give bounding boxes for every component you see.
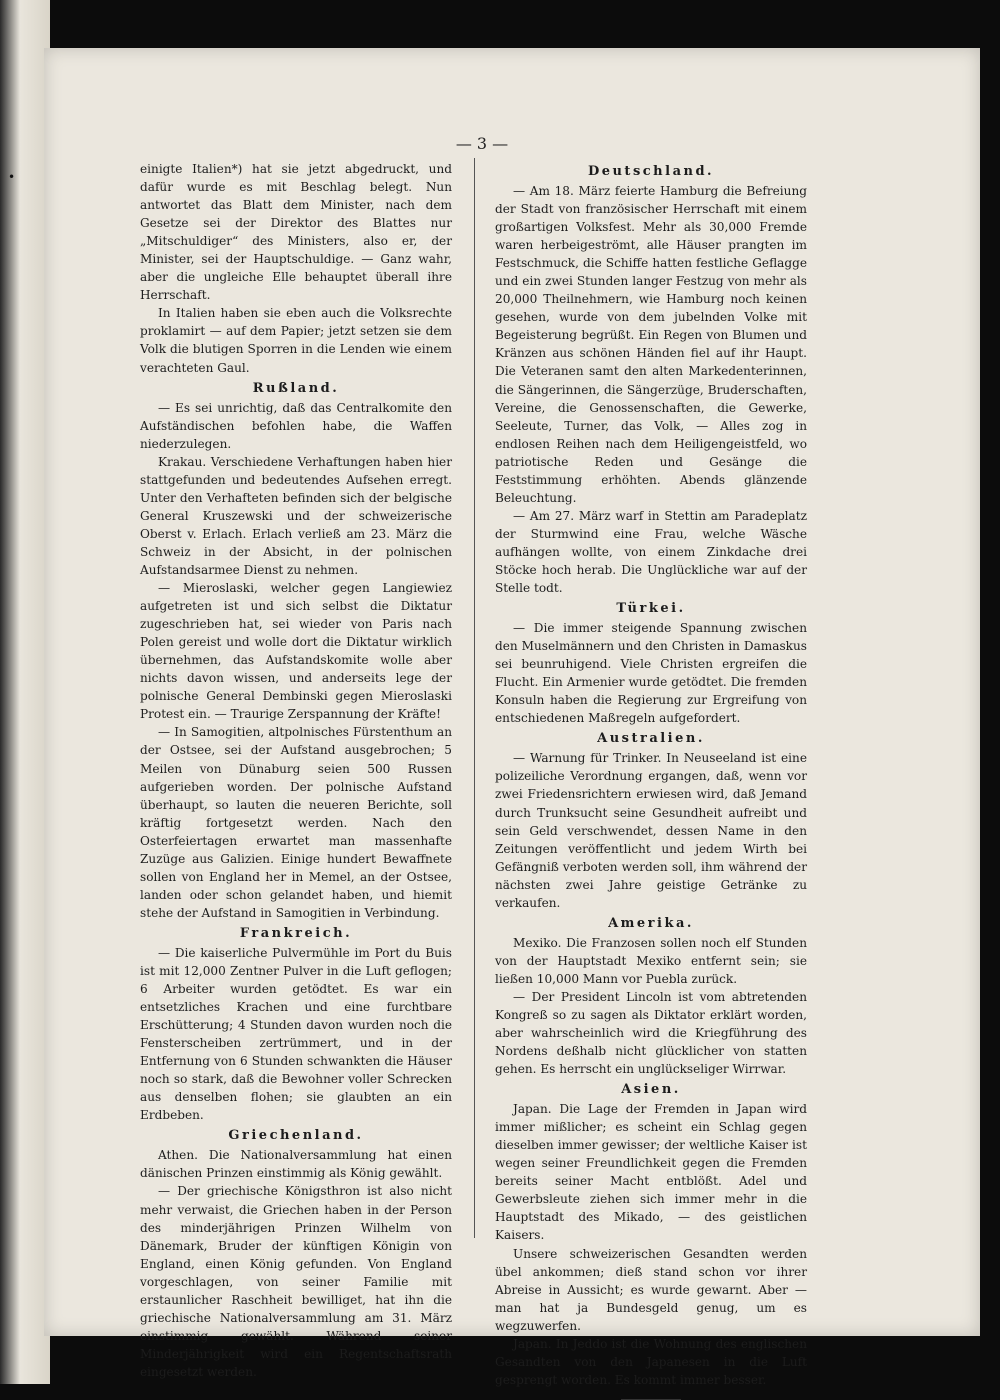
article-paragraph: — Warnung für Trinker. In Neuseeland ist eine polizeiliche Verordnung ergangen, daß, wenn vor zwei Friedensrichtern erwiesen wird, daß Jemand durch Trunksucht seine Gesundheit aufreibt und sein Geld verschwendet, dessen Name in den Zeitungen veröffentlicht und jedem Wirth bei Gefängniß verboten werden soll, ihm während der nächsten zwei Jahre geistige Getränke zu verkaufen. [495, 751, 807, 910]
article-paragraph: — Am 18. März feierte Hamburg die Befreiung der Stadt von französischer Herrschaft mit einem großartigen Volksfest. Mehr als 30,000 Fremde waren herbeigeströmt, alle Häuser prangten im Festschmuck, die Schiffe hatten festliche Geflagge und ein zwei Stunden langer Festzug von mehr als 20,000 Theilnehmern, wie Hamburg noch keinen gesehen, wurde von dem jubelnden Volke mit Begeisterung begrüßt. Ein Regen von Blumen und Kränzen aus schönen Händen fiel auf ihr Haupt. Die Veteranen samt den alten Markedenterinnen, die Sängerinnen, die Sängerzüge, Bruderschaften, Vereine, die Genossenschaften, die Gewerke, Seeleute, Turner, das Volk, — Alles zog in endlosen Reihen nach dem Heiligengeistfeld, wo patriotische Reden und Gesänge die Feststimmung erhöhten. Abends glänzende Beleuchtung. [495, 184, 807, 505]
section-heading: Rußland. [252, 380, 340, 396]
section-heading: Australien. [597, 731, 705, 747]
section-heading: Türkei. [616, 601, 686, 617]
section-heading: Deutschland. [587, 164, 715, 179]
article-paragraph: — In Samogitien, altpolnisches Fürstenthum an der Ostsee, sei der Aufstand ausgebrochen; 5 Meilen von Dünaburg seien 500 Russen aufgerieben worden. Der polnische Aufstand überhaupt, so lauten die neueren Berichte, soll kräftig fortgesetzt werden. Nach den Osterfeiertagen erwartet man massenhafte Zuzüge aus Galizien. Einige hundert Bewaffnete sollen von England her in Memel, an der Ostsee, landen oder schon gelandet haben, und hiemit stehe der Aufstand in Samogitien in Verbindung. [140, 725, 452, 920]
section-heading: Griechenland. [228, 1128, 364, 1144]
article-paragraph: — Mieroslaski, welcher gegen Langiewiez aufgetreten ist und sich selbst die Diktatur zugeschrieben hat, sei wieder von Paris nach Polen gereist und wolle dort die Diktatur wirklich übernehmen, das Aufstandskomite wolle aber nichts davon wissen, und anderseits lege der polnische General Dembinski gegen Mieroslaski Protest ein. — Traurige Zerspannung der Kräfte! [140, 581, 452, 722]
section-heading: Frankreich. [239, 925, 353, 941]
right-column [495, 160, 807, 1400]
article-paragraph: — Der griechische Königsthron ist also nicht mehr verwaist, die Griechen haben in der Person des minderjährigen Prinzen Wilhelm von Dänemark, Bruder der künftigen Königin von England, einen König gefunden. Von England vorgeschlagen, von seiner Familie mit erstaunlicher Raschheit bewilliget, hat ihn die griechische Nationalversammlung am 31. März einstimmig gewählt. Während seiner Minderjährigkeit wird ein Regentschaftsrath eingesetzt werden. [140, 1184, 452, 1379]
article-paragraph: einigte Italien*) hat sie jetzt abgedruckt, und dafür wurde es mit Beschlag belegt. Nun antwortet das Blatt dem Minister, nach dem Gesetze sei der Direktor des Blattes nur „Mitschuldiger“ des Ministers, also er, der Minister, sei der Hauptschuldige. — Ganz wahr, aber die ungleiche Elle behauptet überall ihre Herrschaft. [140, 162, 452, 303]
article-paragraph: Japan. Die Lage der Fremden in Japan wird immer mißlicher; es scheint ein Schlag gegen dieselben immer gewisser; der weltliche Kaiser ist wegen seiner Freundlichkeit gegen die Fremden bereits seiner Macht entblößt. Adel und Gewerbsleute ziehen sich immer mehr in die Hauptstadt des Mikado, — des geistlichen Kaisers. [495, 1102, 807, 1243]
article-paragraph: — Es sei unrichtig, daß das Centralkomite den Aufständischen befohlen habe, die Waffen niederzulegen. [140, 400, 452, 451]
article-paragraph: Japan. In Jeddo ist die Wohnung des englischen Gesandten von den Japanesen in die Luft gesprengt worden. Es kommt immer besser. [495, 1336, 807, 1387]
margin-mark: • [8, 170, 16, 184]
article-paragraph: — Der President Lincoln ist vom abtretenden Kongreß so zu sagen als Diktator erklärt worden, aber wahrscheinlich wird die Kriegführung des Nordens deßhalb nicht glücklicher von statten gehen. Es herrscht ein unglückseliger Wirrwar. [495, 989, 807, 1077]
article-paragraph: Krakau. Verschiedene Verhaftungen haben hier stattgefunden und bedeutendes Aufsehen erregt. Unter den Verhafteten befinden sich der belgische General Kruszewski und der schweizerische Oberst v. Erlach. Erlach verließ am 23. März die Schweiz in der Absicht, in der polnischen Aufstandsarmee Dienst zu nehmen. [140, 454, 452, 577]
article-paragraph: Athen. Die Nationalversammlung hat einen dänischen Prinzen einstimmig als König gewählt. [140, 1148, 452, 1181]
previous-page-edge [0, 0, 50, 1384]
article-paragraph: In Italien haben sie eben auch die Volksrechte proklamirt — auf dem Papier; jetzt setzen sie dem Volk die blutigen Sporren in die Lenden wie einem verachteten Gaul. [140, 306, 452, 375]
section-heading: Amerika. [608, 915, 694, 931]
article-paragraph: Mexiko. Die Franzosen sollen noch elf Stunden von der Hauptstadt Mexiko entfernt sein; sie ließen 10,000 Mann vor Puebla zurück. [495, 935, 807, 986]
article-paragraph: — Die kaiserliche Pulvermühle im Port du Buis ist mit 12,000 Zentner Pulver in die Luft geflogen; 6 Arbeiter wurden getödtet. Es war ein entsetzliches Krachen und eine furchtbare Erschütterung; 4 Stunden davon wurden noch die Fensterscheiben zertrümmert, und in der Entfernung von 6 Stunden schwankten die Häuser noch so stark, daß die Bewohner voller Schrecken aus denselben flohen; sie glaubten an ein Erdbeben. [140, 945, 452, 1123]
article-paragraph: Unsere schweizerischen Gesandten werden übel ankommen; dieß stand schon vor ihrer Abreise in Aussicht; es wurde gewarnt. Aber — man hat ja Bundesgeld genug, um es wegzuwerfen. [495, 1246, 807, 1333]
section-heading: Asien. [621, 1082, 681, 1098]
page-number: — 3 — [455, 134, 509, 153]
article-paragraph: — Die immer steigende Spannung zwischen den Muselmännern und den Christen in Damaskus sei beunruhigend. Viele Christen ergreifen die Flucht. Ein Armenier wurde getödtet. Die fremden Konsuln haben die Regierung zur Ergreifung von entschiedenen Maßregeln aufgefordert. [495, 621, 807, 726]
left-column [140, 160, 452, 1381]
article-paragraph: — Am 27. März warf in Stettin am Paradeplatz der Sturmwind eine Frau, welche Wäsche aufhängen wollte, von einem Zinkdache drei Stöcke hoch herab. Die Unglückliche war auf der Stelle todt. [495, 508, 807, 596]
column-divider [474, 158, 475, 1238]
